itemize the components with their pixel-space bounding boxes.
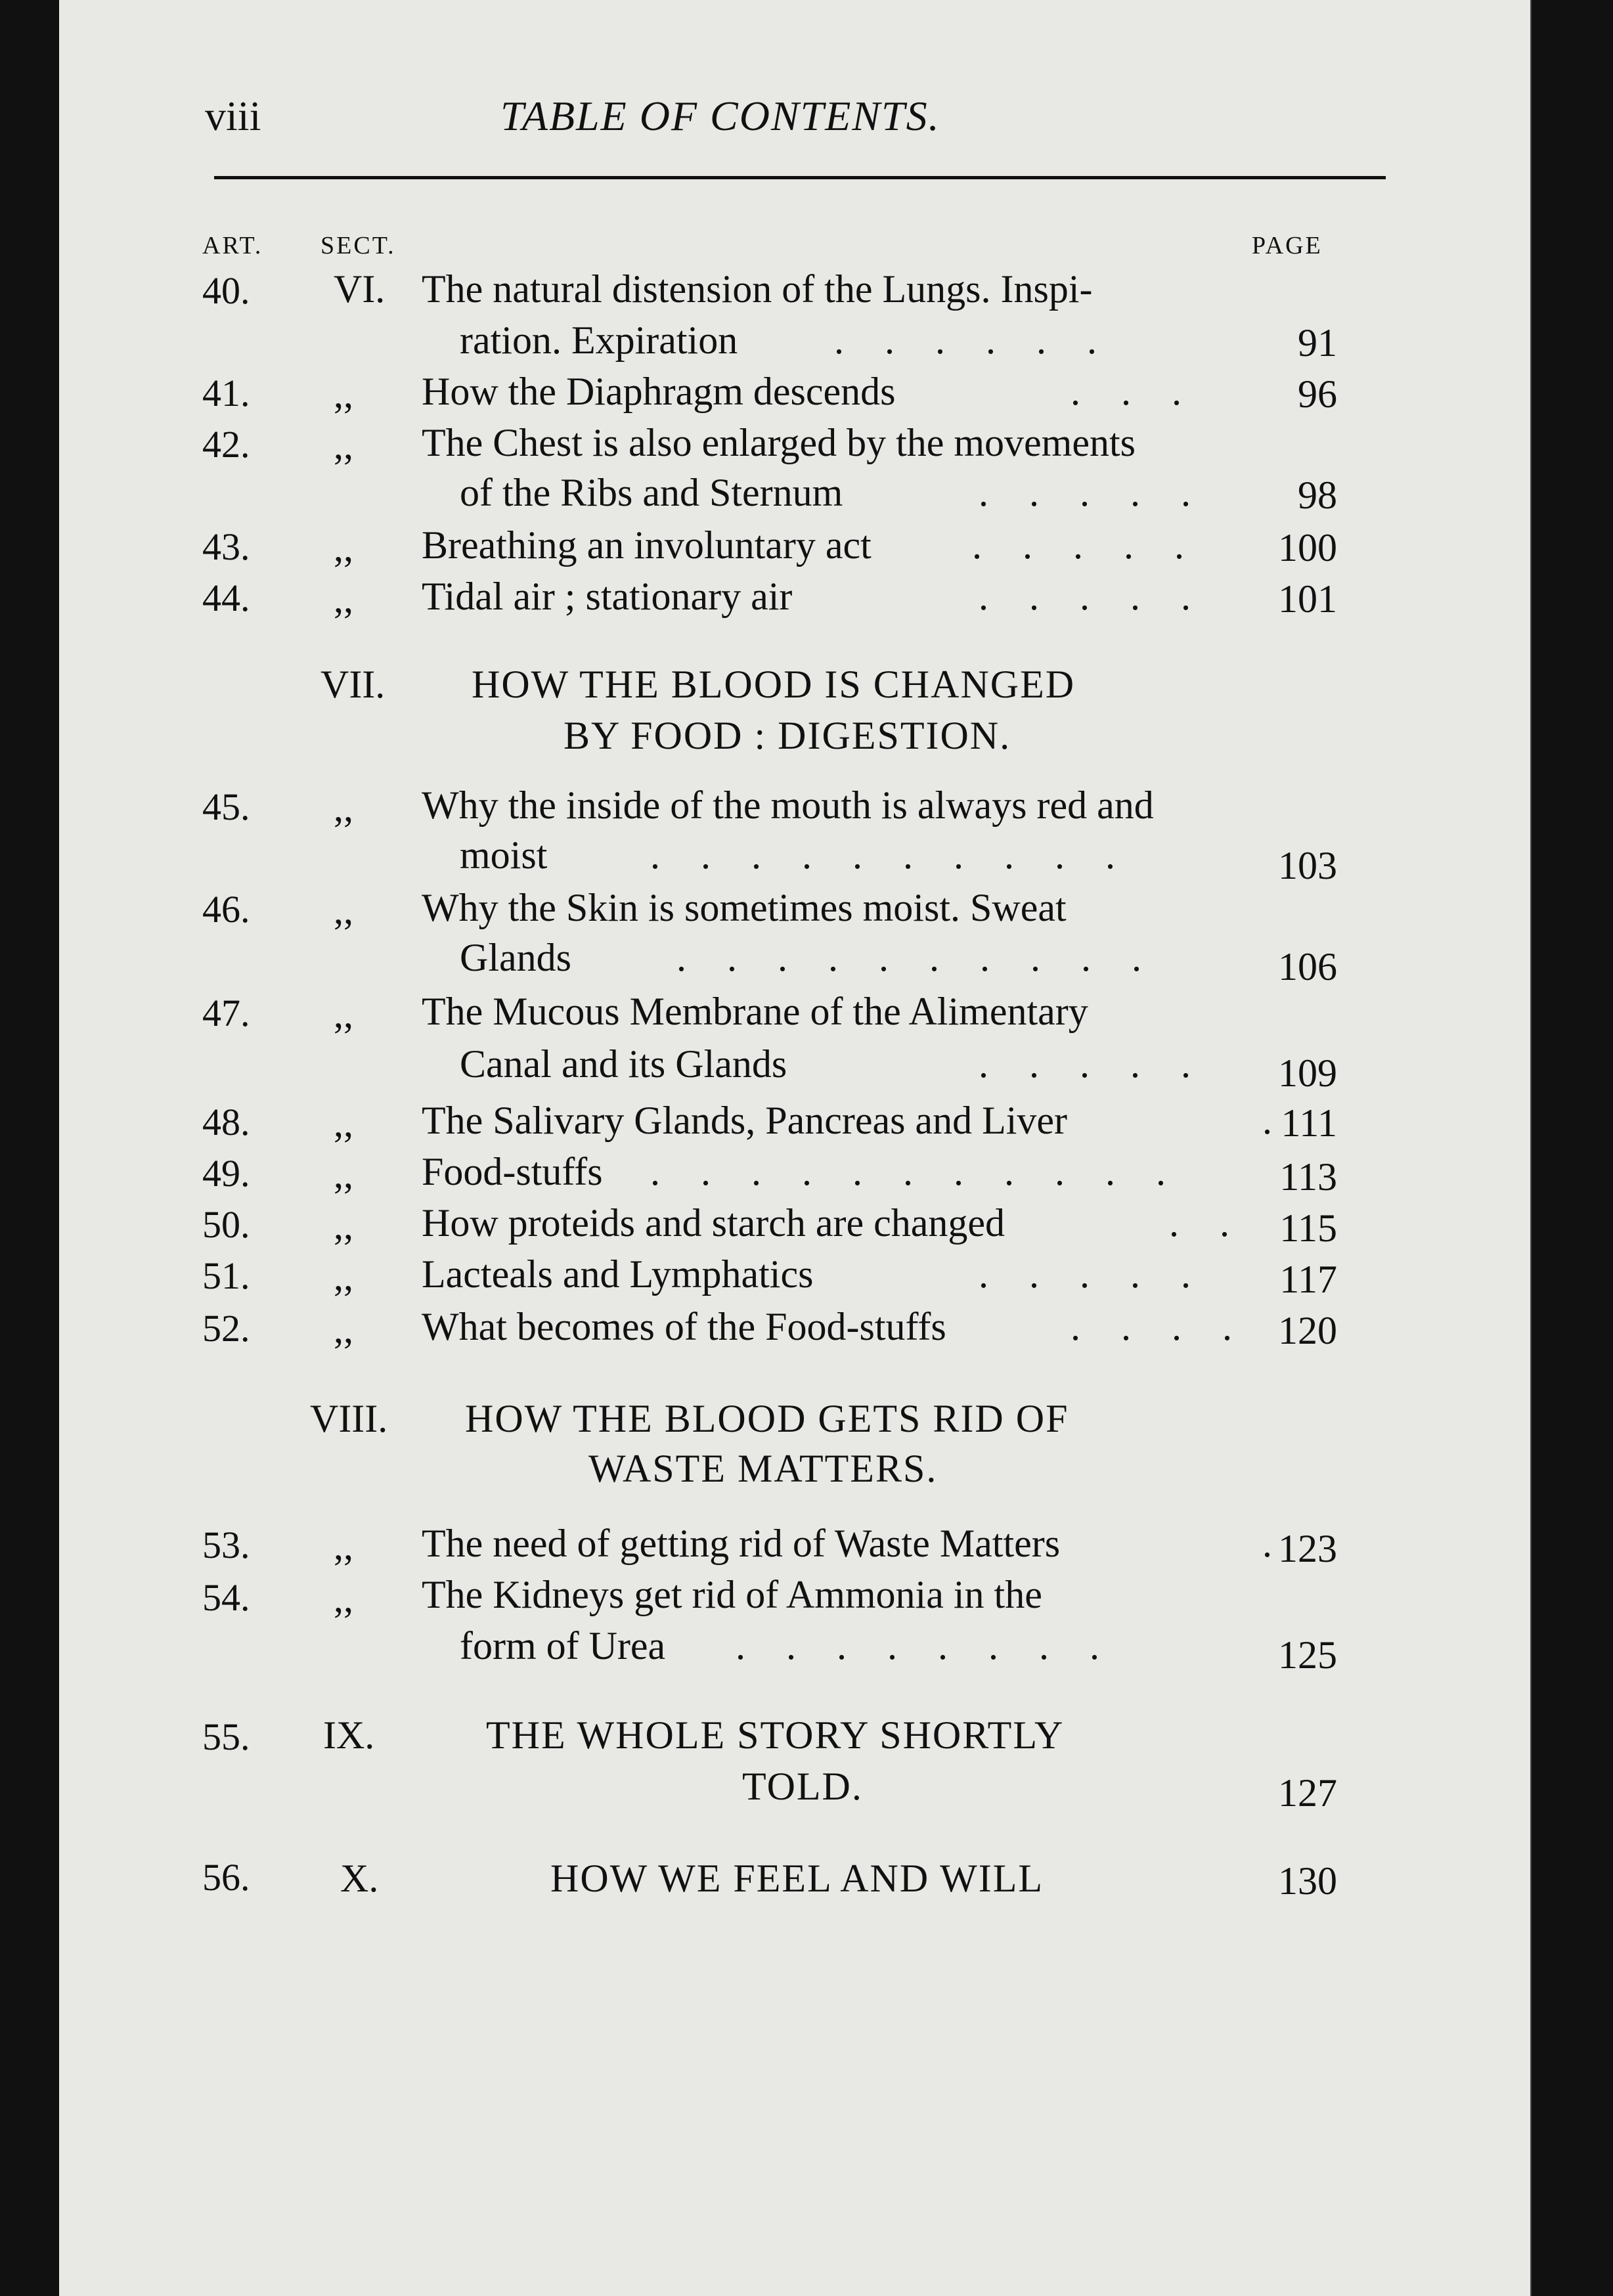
- entry-title: Food-stuffs: [422, 1150, 603, 1193]
- entry-page: 127: [1278, 1771, 1337, 1815]
- entry-art: 42.: [202, 423, 250, 466]
- entry-title: How the Diaphragm descends: [422, 370, 896, 413]
- entry-page: 109: [1278, 1051, 1337, 1095]
- entry-sect: ,,: [334, 372, 353, 416]
- entry-page: 111: [1281, 1101, 1337, 1145]
- leader-dots: .....: [979, 471, 1231, 514]
- entry-art: 50.: [202, 1203, 250, 1246]
- entry-sect: ,,: [334, 786, 353, 829]
- leader-dots: .....: [979, 575, 1231, 618]
- entry-sect: ,,: [334, 992, 353, 1036]
- entry-page: 91: [1298, 321, 1337, 364]
- entry-title: The Mucous Membrane of the Alimentary: [422, 990, 1088, 1033]
- entry-sect: VI.: [334, 267, 386, 311]
- entry-art: 52.: [202, 1307, 250, 1350]
- entry-title: Breathing an involuntary act: [422, 523, 872, 567]
- entry-sect: ,,: [334, 889, 353, 932]
- entry-title: What becomes of the Food-stuffs: [422, 1305, 946, 1348]
- entry-art: 48.: [202, 1101, 250, 1143]
- entry-title-cont: of the Ribs and Sternum: [460, 471, 843, 514]
- leader-dots: .....: [972, 523, 1225, 567]
- page-edge-right: [1530, 0, 1613, 2296]
- header-rule: [214, 176, 1386, 179]
- leader-dots: .....: [979, 1042, 1231, 1086]
- entry-art: 40.: [202, 269, 250, 312]
- entry-page: 103: [1278, 844, 1337, 887]
- entry-sect: ,,: [334, 1255, 353, 1298]
- chapter-title: HOW THE BLOOD GETS RID OF: [465, 1397, 1069, 1440]
- entry-sect: ,,: [334, 1577, 353, 1620]
- entry-title: The Kidneys get rid of Ammonia in the: [422, 1573, 1042, 1616]
- entry-art: 43.: [202, 525, 250, 568]
- entry-title-cont: moist: [460, 833, 548, 877]
- leader-dots: .: [1262, 1099, 1272, 1142]
- chapter-number: VII.: [320, 663, 386, 706]
- entry-title: Why the Skin is sometimes moist. Sweat: [422, 886, 1067, 929]
- page-number: viii: [205, 93, 261, 139]
- column-header-page: PAGE: [1252, 232, 1323, 259]
- entry-art: 47.: [202, 992, 250, 1034]
- chapter-number: VIII.: [310, 1397, 388, 1440]
- running-head: TABLE OF CONTENTS.: [500, 93, 940, 139]
- book-page: [59, 0, 1530, 2296]
- entry-title: The natural distension of the Lungs. Inspi-: [422, 267, 1093, 311]
- leader-dots: .: [1262, 1522, 1272, 1565]
- chapter-number: X.: [340, 1857, 379, 1900]
- binding-shadow-left: [0, 0, 60, 2296]
- entry-art: 49.: [202, 1152, 250, 1195]
- entry-sect: ,,: [334, 424, 353, 467]
- entry-title-cont: ration. Expiration: [460, 319, 738, 362]
- entry-sect: ,,: [334, 526, 353, 569]
- entry-art: 41.: [202, 372, 250, 414]
- entry-art: 54.: [202, 1576, 250, 1619]
- entry-art: 45.: [202, 785, 250, 828]
- chapter-title-cont: WASTE MATTERS.: [588, 1447, 938, 1490]
- chapter-title-cont: BY FOOD : DIGESTION.: [563, 714, 1011, 757]
- entry-title: The Chest is also enlarged by the movements: [422, 421, 1136, 464]
- entry-title-cont: Glands: [460, 936, 571, 979]
- entry-page: 98: [1298, 474, 1337, 517]
- entry-title: Lacteals and Lymphatics: [422, 1252, 814, 1296]
- entry-page: 125: [1278, 1633, 1337, 1677]
- entry-sect: ,,: [334, 1308, 353, 1351]
- entry-page: 101: [1278, 577, 1337, 621]
- leader-dots: ....: [1071, 1305, 1273, 1348]
- entry-art: 44.: [202, 577, 250, 619]
- entry-title-cont: Canal and its Glands: [460, 1042, 787, 1086]
- entry-art: 56.: [202, 1856, 250, 1899]
- entry-art: 53.: [202, 1524, 250, 1566]
- entry-title: How proteids and starch are changed: [422, 1201, 1005, 1245]
- chapter-number: IX.: [323, 1713, 375, 1757]
- entry-title: Tidal air ; stationary air: [422, 575, 793, 618]
- entry-page: 96: [1298, 372, 1337, 416]
- entry-art: 55.: [202, 1715, 250, 1758]
- entry-title: Why the inside of the mouth is always red and: [422, 784, 1154, 827]
- entry-sect: ,,: [334, 577, 353, 621]
- entry-title: The Salivary Glands, Pancreas and Liver: [422, 1099, 1067, 1142]
- leader-dots: ..........: [650, 833, 1156, 877]
- entry-page: 113: [1279, 1155, 1337, 1199]
- entry-page: 106: [1278, 945, 1337, 988]
- entry-page: 130: [1278, 1859, 1337, 1903]
- entry-page: 115: [1279, 1206, 1337, 1250]
- entry-page: 123: [1278, 1527, 1337, 1570]
- entry-page: 117: [1279, 1258, 1337, 1301]
- leader-dots: ..: [1169, 1201, 1270, 1245]
- entry-sect: ,,: [334, 1524, 353, 1568]
- chapter-title: HOW THE BLOOD IS CHANGED: [472, 663, 1076, 706]
- column-header-sect: SECT.: [320, 232, 396, 259]
- chapter-title: THE WHOLE STORY SHORTLY: [486, 1713, 1065, 1757]
- entry-sect: ,,: [334, 1204, 353, 1247]
- entry-title: The need of getting rid of Waste Matters: [422, 1522, 1061, 1565]
- entry-page: 100: [1278, 526, 1337, 569]
- leader-dots: ..........: [676, 936, 1182, 979]
- entry-art: 46.: [202, 888, 250, 931]
- chapter-title: HOW WE FEEL AND WILL: [550, 1857, 1044, 1900]
- leader-dots: ...: [1071, 370, 1222, 413]
- entry-page: 120: [1278, 1309, 1337, 1352]
- entry-sect: ,,: [334, 1153, 353, 1196]
- leader-dots: ......: [834, 319, 1138, 362]
- chapter-title-cont: TOLD.: [742, 1765, 863, 1808]
- leader-dots: ...........: [650, 1150, 1206, 1193]
- leader-dots: ........: [736, 1624, 1140, 1667]
- entry-title-cont: form of Urea: [460, 1624, 666, 1667]
- entry-art: 51.: [202, 1254, 250, 1297]
- column-header-art: ART.: [202, 232, 263, 259]
- leader-dots: .....: [979, 1252, 1231, 1296]
- entry-sect: ,,: [334, 1101, 353, 1145]
